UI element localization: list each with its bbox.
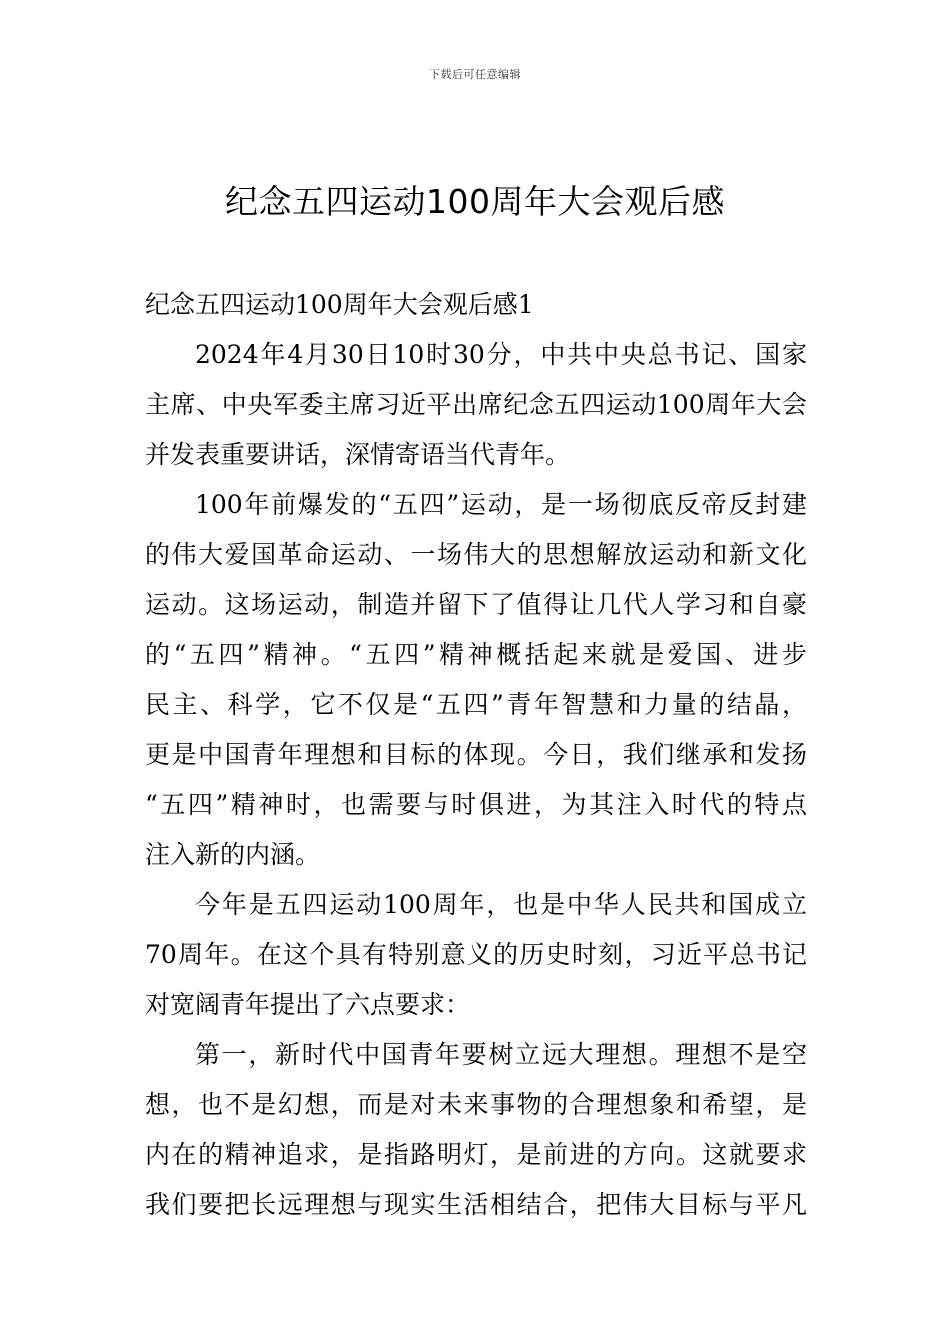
header-note: 下载后可任意编辑	[429, 68, 521, 81]
text-line: 对宽阔青年提出了六点要求：	[145, 990, 471, 1019]
text-line: 运动。这场运动，制造并留下了值得让几代人学习和自豪	[145, 590, 807, 619]
text-line: “五四”精神时，也需要与时俱进，为其注入时代的特点	[145, 790, 807, 819]
text-line: 内在的精神追求，是指路明灯，是前进的方向。这就要求	[145, 1140, 807, 1169]
text-line: 我们要把长远理想与现实生活相结合，把伟大目标与平凡	[145, 1190, 807, 1219]
text-line: 更是中国青年理想和目标的体现。今日，我们继承和发扬	[145, 740, 807, 769]
text-line: 的伟大爱国革命运动、一场伟大的思想解放运动和新文化	[145, 540, 807, 569]
text-line: 70周年。在这个具有特别意义的历史时刻，习近平总书记	[145, 940, 807, 969]
document-body	[145, 280, 807, 1230]
text-line: 第一，新时代中国青年要树立远大理想。理想不是空	[195, 1040, 807, 1069]
text-line: 民主、科学，它不仅是“五四”青年智慧和力量的结晶，	[145, 690, 807, 719]
text-line: 纪念五四运动100周年大会观后感1	[145, 290, 534, 319]
text-line: 并发表重要讲话，深情寄语当代青年。	[145, 440, 571, 469]
text-line: 主席、中央军委主席习近平出席纪念五四运动100周年大会	[145, 390, 807, 419]
text-line: 今年是五四运动100周年，也是中华人民共和国成立	[195, 890, 807, 919]
text-line: 想，也不是幻想，而是对未来事物的合理想象和希望，是	[145, 1090, 807, 1119]
document-title: 纪念五四运动100周年大会观后感	[225, 182, 725, 221]
text-line: 2024年4月30日10时30分，中共中央总书记、国家	[195, 340, 807, 369]
text-line: 的“五四”精神。“五四”精神概括起来就是爱国、进步	[145, 640, 807, 669]
text-line: 注入新的内涵。	[145, 840, 321, 869]
text-line: 100年前爆发的“五四”运动，是一场彻底反帝反封建	[195, 490, 807, 519]
